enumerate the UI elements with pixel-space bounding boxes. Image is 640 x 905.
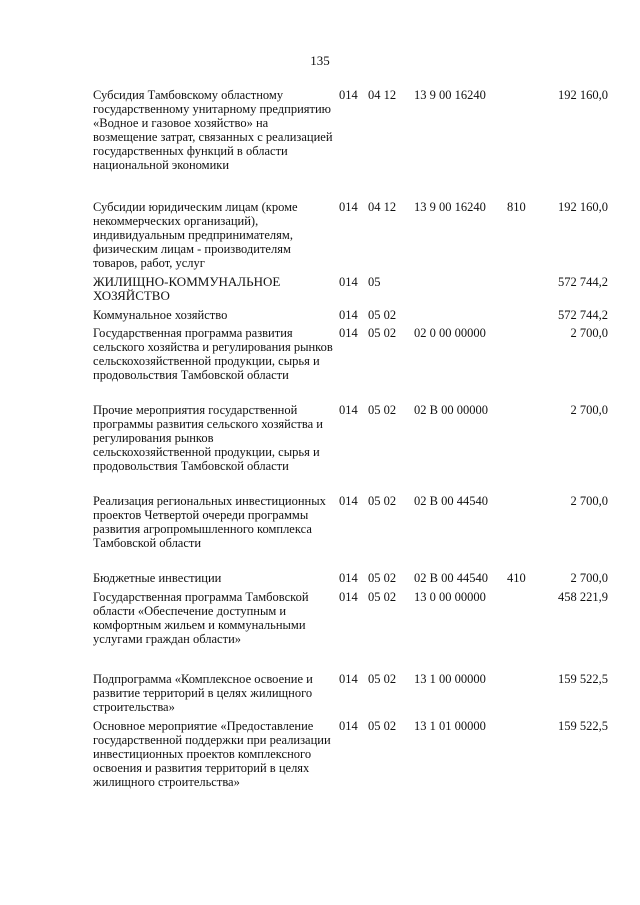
row-sum: 192 160,0 [558, 200, 608, 214]
row-name: Прочие мероприятия государственной программы развития сельского хозяйства и регулирования рынков сельскохозяйственной продукции, сырья и продовольствия Тамбовской области [93, 403, 323, 473]
target-code: 02 0 00 00000 [414, 326, 486, 340]
table-row [0, 275, 640, 308]
ministry-code: 014 [339, 308, 358, 322]
section-code: 05 02 [368, 571, 397, 585]
row-sum: 2 700,0 [570, 571, 608, 585]
table-row [0, 88, 640, 200]
row-sum: 159 522,5 [558, 719, 608, 733]
table-row [0, 326, 640, 403]
section-code: 05 [368, 275, 381, 289]
ministry-code: 014 [339, 200, 358, 214]
ministry-code: 014 [339, 590, 358, 604]
ministry-code: 014 [339, 571, 358, 585]
expense-type-code: 810 [507, 200, 526, 214]
row-name: ЖИЛИЩНО-КОММУНАЛЬНОЕ ХОЗЯЙСТВО [93, 274, 281, 303]
section-code: 04 12 [368, 200, 397, 214]
ministry-code: 014 [339, 672, 358, 686]
table-row [0, 719, 640, 819]
target-code: 02 В 00 44540 [414, 494, 488, 508]
row-sum: 159 522,5 [558, 672, 608, 686]
row-name: Подпрограмма «Комплексное освоение и развитие территорий в целях жилищного строительства» [93, 672, 313, 714]
row-name: Государственная программа Тамбовской области «Обеспечение доступным и комфортным жильем и коммунальными услугами граждан области» [93, 590, 309, 646]
target-code: 02 В 00 00000 [414, 403, 488, 417]
section-code: 05 02 [368, 672, 397, 686]
budget-table [0, 88, 640, 819]
ministry-code: 014 [339, 403, 358, 417]
row-name: Субсидия Тамбовскому областному государственному унитарному предприятию «Водное и газовое хозяйство» на возмещение затрат, связанных с реализацией государственных функций в области национальной экономики [93, 88, 333, 172]
target-code: 13 9 00 16240 [414, 88, 486, 102]
section-code: 05 02 [368, 403, 397, 417]
ministry-code: 014 [339, 719, 358, 733]
target-code: 13 9 00 16240 [414, 200, 486, 214]
section-code: 05 02 [368, 590, 397, 604]
ministry-code: 014 [339, 275, 358, 289]
section-code: 04 12 [368, 88, 397, 102]
table-row [0, 200, 640, 275]
row-sum: 192 160,0 [558, 88, 608, 102]
row-name: Государственная программа развития сельского хозяйства и регулирования рынков сельскохозяйственной продукции, сырья и продовольствия Тамбовской области [93, 326, 333, 382]
target-code: 02 В 00 44540 [414, 571, 488, 585]
row-name: Реализация региональных инвестиционных проектов Четвертой очереди программы развития агропромышленного комплекса Тамбовской области [93, 494, 326, 550]
expense-type-code: 410 [507, 571, 526, 585]
row-sum: 2 700,0 [570, 494, 608, 508]
row-name: Коммунальное хозяйство [93, 308, 228, 322]
table-row [0, 494, 640, 571]
table-row [0, 590, 640, 672]
row-sum: 572 744,2 [558, 275, 608, 289]
ministry-code: 014 [339, 326, 358, 340]
row-sum: 2 700,0 [570, 326, 608, 340]
page-number: 135 [310, 53, 330, 68]
table-row [0, 403, 640, 494]
section-code: 05 02 [368, 326, 397, 340]
section-code: 05 02 [368, 719, 397, 733]
target-code: 13 1 01 00000 [414, 719, 486, 733]
row-name: Основное мероприятие «Предоставление государственной поддержки при реализации инвестиционных проектов комплексного освоения и развития территорий в целях жилищного строительства» [93, 719, 331, 789]
table-row [0, 308, 640, 326]
ministry-code: 014 [339, 494, 358, 508]
row-name: Бюджетные инвестиции [93, 571, 222, 585]
row-sum: 458 221,9 [558, 590, 608, 604]
section-code: 05 02 [368, 308, 397, 322]
ministry-code: 014 [339, 88, 358, 102]
target-code: 13 0 00 00000 [414, 590, 486, 604]
row-sum: 572 744,2 [558, 308, 608, 322]
section-code: 05 02 [368, 494, 397, 508]
target-code: 13 1 00 00000 [414, 672, 486, 686]
table-row [0, 672, 640, 719]
row-name: Субсидии юридическим лицам (кроме некоммерческих организаций), индивидуальным предпринимателям, физическим лицам - производителям товаров, работ, услуг [93, 200, 298, 270]
table-row [0, 571, 640, 590]
row-sum: 2 700,0 [570, 403, 608, 417]
